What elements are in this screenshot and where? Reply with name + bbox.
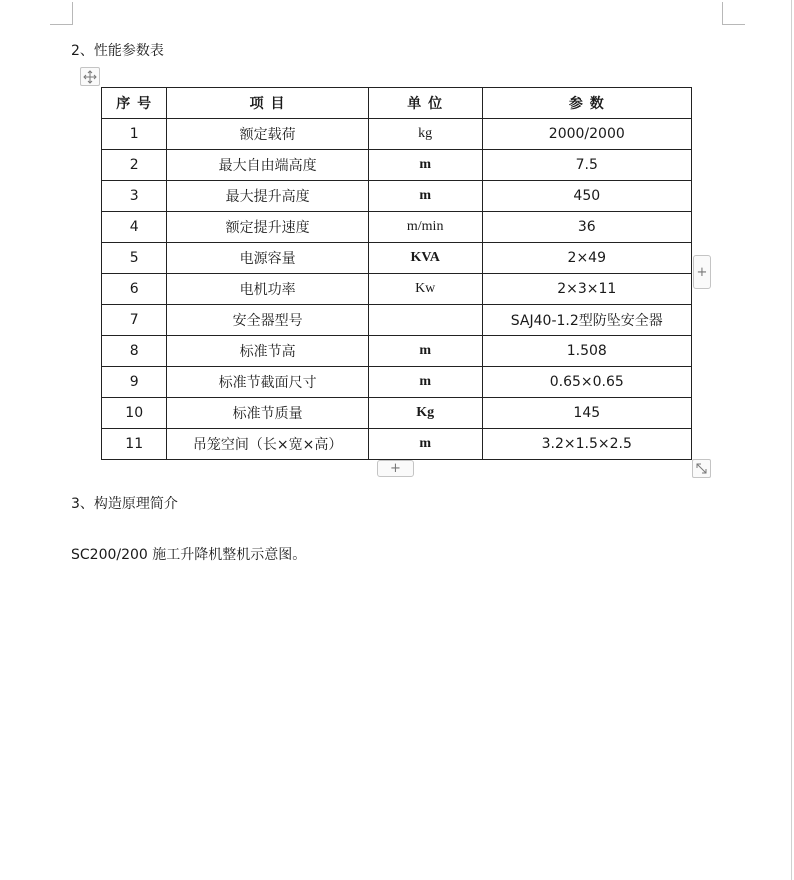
add-row-button[interactable] [377, 460, 414, 477]
cell-unit: m [368, 367, 482, 398]
table-row [102, 243, 692, 274]
cell-no: 1 [102, 119, 167, 150]
table-header-row [102, 88, 692, 119]
page-corner-mark-top-right [722, 2, 745, 25]
cell-no: 4 [102, 212, 167, 243]
header-item: 项 目 [167, 88, 368, 119]
header-no: 序 号 [102, 88, 167, 119]
cell-unit: KVA [368, 243, 482, 274]
figure-caption: SC200/200 施工升降机整机示意图。 [71, 547, 307, 563]
cell-no: 6 [102, 274, 167, 305]
cell-value: 450 [482, 181, 691, 212]
cell-item: 电机功率 [167, 274, 368, 305]
cell-no: 10 [102, 398, 167, 429]
cell-item: 吊笼空间（长×宽×高） [167, 429, 368, 460]
cell-item: 标准节高 [167, 336, 368, 367]
cell-value: 2×3×11 [482, 274, 691, 305]
cell-item: 电源容量 [167, 243, 368, 274]
cell-unit: m [368, 181, 482, 212]
header-value: 参 数 [482, 88, 691, 119]
cell-value: 2000/2000 [482, 119, 691, 150]
page-corner-mark-top-left [50, 2, 73, 25]
cell-item: 最大提升高度 [167, 181, 368, 212]
cell-unit: m [368, 150, 482, 181]
cell-unit: m/min [368, 212, 482, 243]
page-edge [791, 0, 792, 880]
table-row [102, 274, 692, 305]
cell-unit: Kg [368, 398, 482, 429]
resize-icon [695, 462, 708, 475]
cell-no: 3 [102, 181, 167, 212]
cell-no: 7 [102, 305, 167, 336]
table-row [102, 181, 692, 212]
cell-value: 2×49 [482, 243, 691, 274]
cell-value: 36 [482, 212, 691, 243]
cell-item: 标准节截面尺寸 [167, 367, 368, 398]
cell-unit [368, 305, 482, 336]
cell-no: 2 [102, 150, 167, 181]
section-heading-performance: 2、性能参数表 [71, 43, 164, 59]
plus-icon: + [696, 264, 708, 280]
table-row [102, 398, 692, 429]
cell-item: 额定提升速度 [167, 212, 368, 243]
cell-value: 1.508 [482, 336, 691, 367]
cell-unit: m [368, 429, 482, 460]
cell-unit: kg [368, 119, 482, 150]
cell-no: 8 [102, 336, 167, 367]
table-row [102, 305, 692, 336]
add-column-button[interactable] [693, 255, 711, 289]
cell-no: 11 [102, 429, 167, 460]
cell-item: 最大自由端高度 [167, 150, 368, 181]
table-row [102, 150, 692, 181]
plus-icon: + [390, 461, 401, 476]
cell-unit: m [368, 336, 482, 367]
performance-parameters-table [101, 87, 692, 460]
cell-unit: Kw [368, 274, 482, 305]
table-row [102, 336, 692, 367]
cell-value: 7.5 [482, 150, 691, 181]
cell-value: SAJ40-1.2型防坠安全器 [482, 305, 691, 336]
table-move-handle[interactable] [80, 67, 100, 86]
cell-value: 0.65×0.65 [482, 367, 691, 398]
table-row [102, 429, 692, 460]
cell-no: 9 [102, 367, 167, 398]
cell-value: 145 [482, 398, 691, 429]
table-row [102, 212, 692, 243]
header-unit: 单 位 [368, 88, 482, 119]
cell-value: 3.2×1.5×2.5 [482, 429, 691, 460]
table-row [102, 119, 692, 150]
cell-item: 标准节质量 [167, 398, 368, 429]
table-resize-handle[interactable] [692, 459, 711, 478]
move-icon [83, 70, 97, 84]
table-row [102, 367, 692, 398]
section-heading-structure: 3、构造原理简介 [71, 496, 178, 512]
cell-no: 5 [102, 243, 167, 274]
cell-item: 安全器型号 [167, 305, 368, 336]
cell-item: 额定载荷 [167, 119, 368, 150]
